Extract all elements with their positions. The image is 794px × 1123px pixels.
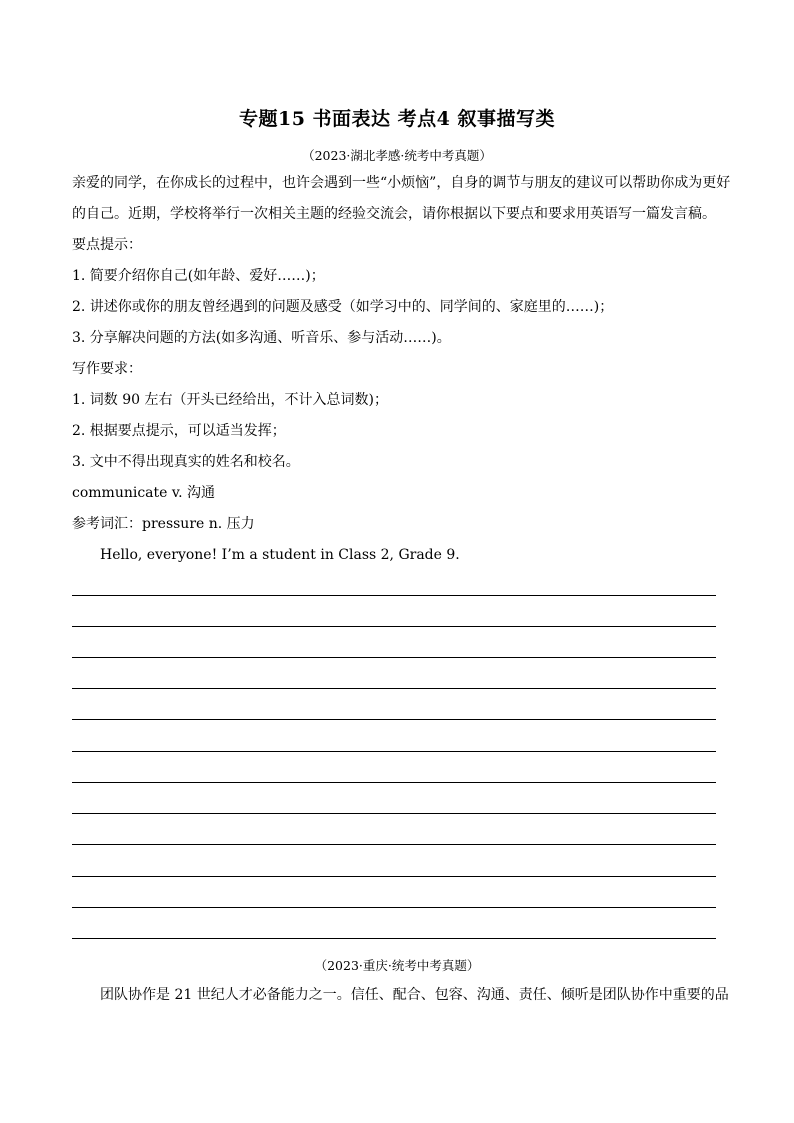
prompt-line: 的自己。近期，学校将举行一次相关主题的经验交流会，请你根据以下要点和要求用英语写一篇发言稿。 <box>72 206 716 222</box>
answer-line[interactable] <box>72 938 716 939</box>
requirements-heading: 写作要求： <box>72 361 142 377</box>
answer-line[interactable] <box>72 876 716 877</box>
reference-vocab: 参考词汇：pressure n. 压力 <box>72 516 255 532</box>
point-item: 2. 讲述你或你的朋友曾经遇到的问题及感受（如学习中的、同学间的、家庭里的……)； <box>72 299 614 315</box>
answer-line[interactable] <box>72 844 716 845</box>
requirement-item: 2. 根据要点提示，可以适当发挥； <box>72 423 286 439</box>
question-prompt-2: 团队协作是 21 世纪人才必备能力之一。信任、配合、包容、沟通、责任、倾听是团队协作中重要的品 <box>100 987 729 1003</box>
point-item: 3. 分享解决问题的方法(如多沟通、听音乐、参与活动……)。 <box>72 330 451 346</box>
answer-line[interactable] <box>72 719 716 720</box>
answer-line[interactable] <box>72 595 716 596</box>
point-item: 1. 简要介绍你自己(如年龄、爱好……)； <box>72 268 325 284</box>
essay-opening: Hello, everyone! I’m a student in Class 2, Grade 9. <box>100 547 460 563</box>
answer-line[interactable] <box>72 813 716 814</box>
vocab-line: communicate v. 沟通 <box>72 485 216 501</box>
question-source: （2023·湖北孝感·统考中考真题） <box>302 148 492 163</box>
answer-line[interactable] <box>72 626 716 627</box>
requirement-item: 3. 文中不得出现真实的姓名和校名。 <box>72 454 300 470</box>
answer-line[interactable] <box>72 782 716 783</box>
answer-line[interactable] <box>72 907 716 908</box>
answer-line[interactable] <box>72 657 716 658</box>
answer-line[interactable] <box>72 688 716 689</box>
page-title: 专题15 书面表达 考点4 叙事描写类 <box>238 108 555 130</box>
question-source-2: （2023·重庆·统考中考真题） <box>314 958 480 973</box>
points-heading: 要点提示： <box>72 237 142 253</box>
prompt-line: 亲爱的同学，在你成长的过程中，也许会遇到一些“小烦恼”，自身的调节与朋友的建议可以帮助你成为更好 <box>72 175 731 191</box>
answer-line[interactable] <box>72 751 716 752</box>
question-prompt <box>72 168 732 571</box>
requirement-item: 1. 词数 90 左右（开头已经给出，不计入总词数)； <box>72 392 388 408</box>
